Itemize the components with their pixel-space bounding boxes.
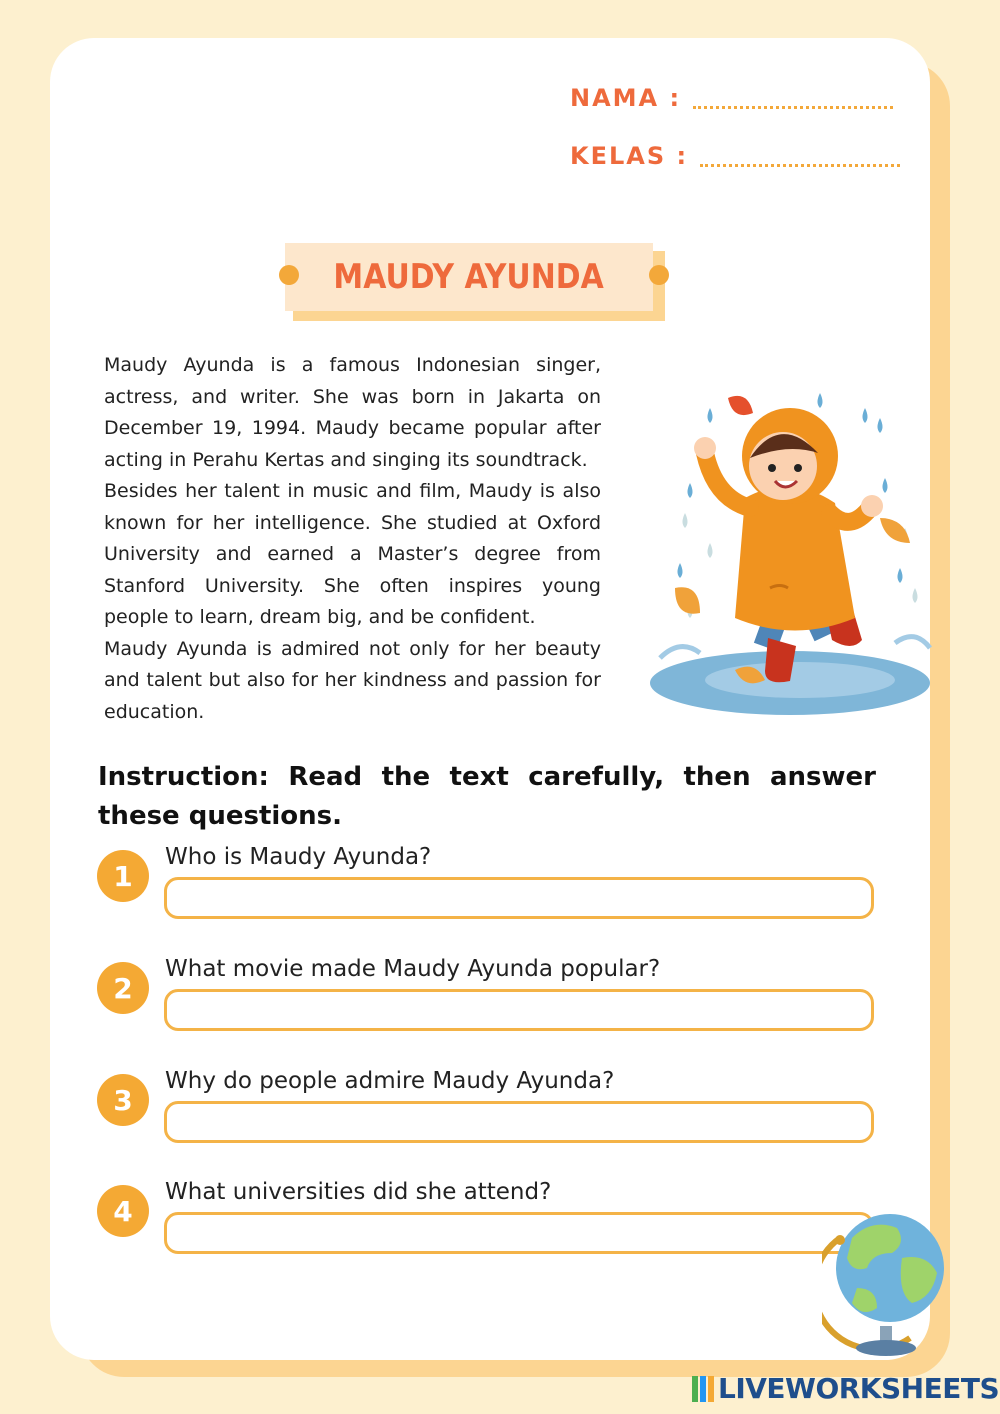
answer-input-1[interactable]: [164, 877, 874, 919]
answer-input-4[interactable]: [164, 1212, 874, 1254]
passage-paragraph: Maudy Ayunda is admired not only for her beauty and talent but also for her kindness and passion for education.: [104, 637, 601, 723]
kelas-input-line[interactable]: [700, 145, 900, 167]
passage-paragraph: Maudy Ayunda is a famous Indonesian singer, actress, and writer. She was born in Jakarta on December 19, 1994. Maudy became popular after acting in Perahu Kertas and singing its soundtrack.: [104, 354, 601, 471]
title-box: [285, 243, 653, 311]
answer-input-3[interactable]: [164, 1101, 874, 1143]
question-number: 3: [97, 1074, 149, 1126]
question-text: What universities did she attend?: [165, 1179, 552, 1205]
nama-field: [570, 84, 893, 112]
question-number: 4: [97, 1185, 149, 1237]
title-dot-right: [649, 265, 669, 285]
reading-passage: [104, 350, 601, 728]
nama-label: NAMA :: [570, 84, 682, 112]
question-text: Why do people admire Maudy Ayunda?: [165, 1068, 615, 1094]
liveworksheets-logo-icon: [692, 1376, 714, 1402]
kelas-field: [570, 142, 900, 170]
title-dot-left: [279, 265, 299, 285]
question-number: 2: [97, 962, 149, 1014]
brand-name: LIVEWORKSHEETS: [718, 1372, 1000, 1405]
question-text: What movie made Maudy Ayunda popular?: [165, 956, 661, 982]
instruction-text: Instruction: Read the text carefully, then answer these questions.: [98, 762, 876, 831]
question-number: 1: [97, 850, 149, 902]
page-title: MAUDY AYUNDA: [333, 257, 605, 297]
brand-footer: [692, 1372, 999, 1405]
question-text: Who is Maudy Ayunda?: [165, 844, 432, 870]
nama-input-line[interactable]: [693, 87, 893, 109]
globe-icon: [822, 1198, 950, 1360]
answer-input-2[interactable]: [164, 989, 874, 1031]
passage-paragraph: Besides her talent in music and film, Maudy is also known for her intelligence. She studied at Oxford University and earned a Master’s degree from Stanford University. She often inspires young people to learn, dream big, and be confident.: [104, 480, 601, 628]
kelas-label: KELAS :: [570, 142, 689, 170]
title-banner: [285, 243, 665, 321]
girl-in-raincoat-icon: [650, 388, 935, 718]
